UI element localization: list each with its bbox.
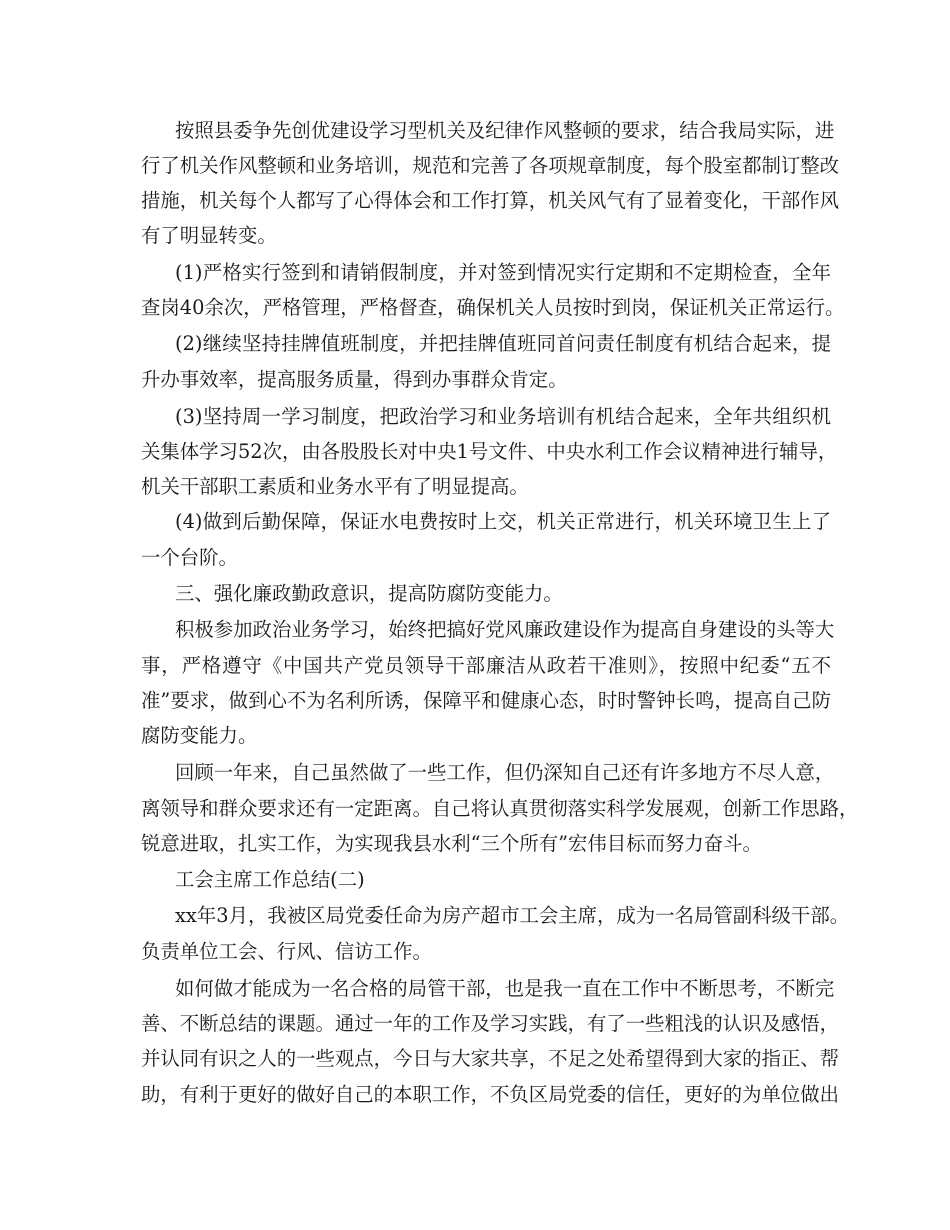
paragraph-line: 善、不断总结的课题。通过一年的工作及学习实践，有了一些粗浅的认识及感悟， bbox=[141, 1012, 840, 1035]
paragraph-line: 查岗40余次，严格管理，严格督查，确保机关人员按时到岗，保证机关正常运行。 bbox=[141, 296, 845, 319]
paragraph-line: 负责单位工会、行风、信访工作。 bbox=[141, 940, 432, 963]
paragraph-line: 腐防变能力。 bbox=[141, 724, 258, 747]
paragraph-line: 一个台阶。 bbox=[141, 546, 238, 569]
paragraph-line: 关集体学习52次，由各股股长对中央1号文件、中央水利工作会议精神进行辅导， bbox=[141, 440, 838, 463]
paragraph-line: (2)继续坚持挂牌值班制度，并把挂牌值班同首问责任制度有机结合起来，提 bbox=[175, 332, 831, 355]
paragraph-line: 按照县委争先创优建设学习型机关及纪律作风整顿的要求，结合我局实际，进 bbox=[175, 119, 835, 142]
paragraph-line: 积极参加政治业务学习，始终把搞好党风廉政建设作为提高自身建设的头等大 bbox=[175, 618, 835, 641]
paragraph-line: 锐意进取，扎实工作，为实现我县水利“三个所有”宏伟目标而努力奋斗。 bbox=[141, 832, 762, 855]
paragraph-line: (1)严格实行签到和请销假制度，并对签到情况实行定期和不定期检查，全年 bbox=[175, 261, 831, 284]
section-title: 工会主席工作总结(二) bbox=[175, 868, 365, 891]
paragraph-line: 助，有利于更好的做好自己的本职工作，不负区局党委的信任，更好的为单位做出 bbox=[141, 1083, 840, 1106]
paragraph-line: 离领导和群众要求还有一定距离。自己将认真贯彻落实科学发展观，创新工作思路， bbox=[141, 797, 859, 820]
paragraph-line: 机关干部职工素质和业务水平有了明显提高。 bbox=[141, 475, 529, 498]
paragraph-line: 并认同有识之人的一些观点，今日与大家共享，不足之处希望得到大家的指正、帮 bbox=[141, 1047, 840, 1070]
paragraph-line: (4)做到后勤保障，保证水电费按时上交，机关正常进行，机关环境卫生上了 bbox=[175, 510, 831, 533]
paragraph-line: xx年3月，我被区局党委任命为房产超市工会主席，成为一名局管副科级干部。 bbox=[175, 904, 850, 927]
paragraph-line: 事，严格遵守《中国共产党员领导干部廉洁从政若干准则》，按照中纪委“五不 bbox=[141, 654, 831, 677]
paragraph-line: 准”要求，做到心不为名利所诱，保障平和健康心态，时时警钟长鸣，提高自己防 bbox=[141, 689, 831, 712]
paragraph-line: (3)坚持周一学习制度，把政治学习和业务培训有机结合起来，全年共组织机 bbox=[175, 405, 831, 428]
paragraph-line: 升办事效率，提高服务质量，得到办事群众肯定。 bbox=[141, 368, 568, 391]
paragraph-line: 措施，机关每个人都写了心得体会和工作打算，机关风气有了显着变化，干部作风 bbox=[141, 189, 840, 212]
paragraph-line: 回顾一年来，自己虽然做了一些工作，但仍深知自己还有许多地方不尽人意， bbox=[175, 761, 835, 784]
paragraph-line: 如何做才能成为一名合格的局管干部，也是我一直在工作中不断思考，不断完 bbox=[175, 977, 835, 1000]
paragraph-line: 有了明显转变。 bbox=[141, 224, 277, 247]
paragraph-line: 行了机关作风整顿和业务培训，规范和完善了各项规章制度，每个股室都制订整改 bbox=[141, 154, 840, 177]
section-heading: 三、强化廉政勤政意识，提高防腐防变能力。 bbox=[175, 582, 563, 605]
